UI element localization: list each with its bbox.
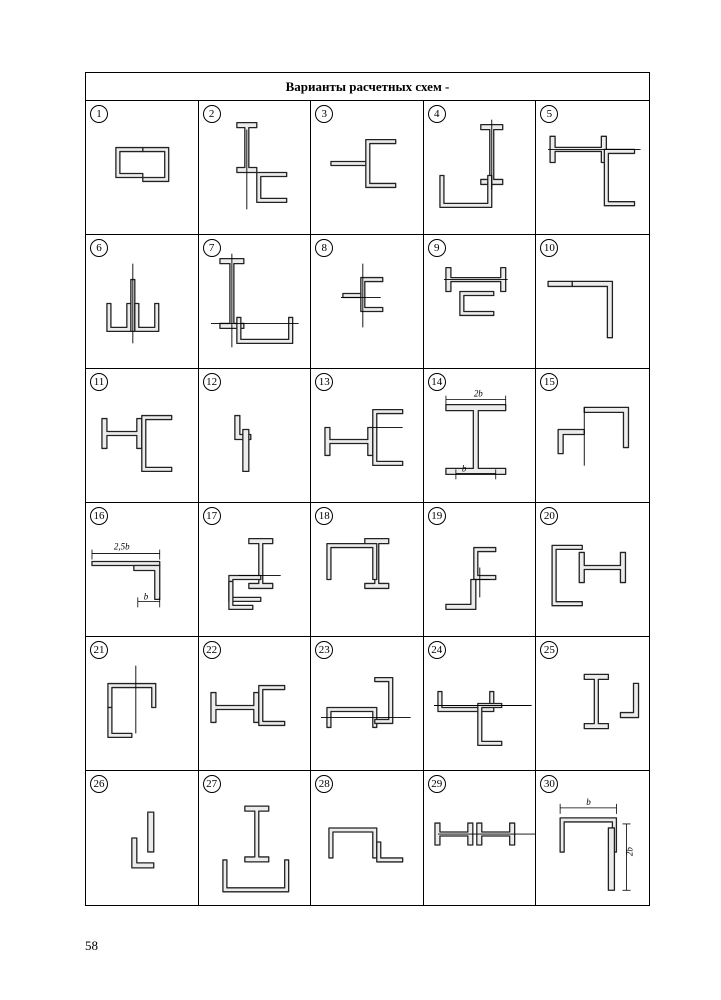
profile-shape xyxy=(236,317,292,343)
profile-shape xyxy=(585,407,629,447)
scheme-number: 13 xyxy=(315,373,333,391)
scheme-number: 12 xyxy=(203,373,221,391)
profile-shape xyxy=(605,149,635,205)
profile-shape xyxy=(223,860,289,892)
profile-shape xyxy=(327,544,377,580)
profile-shape xyxy=(116,148,143,178)
scheme-number: 10 xyxy=(540,239,558,257)
profile-shape xyxy=(373,410,403,466)
scheme-number: 9 xyxy=(428,239,446,257)
dimension-label: 2b xyxy=(473,388,483,399)
scheme-number: 25 xyxy=(540,641,558,659)
profile-shape xyxy=(102,419,142,449)
profile-shape xyxy=(580,552,626,582)
profile-shape xyxy=(331,162,366,166)
schemes-table xyxy=(85,72,650,906)
dimension-label: 2b xyxy=(624,847,635,857)
scheme-number: 4 xyxy=(428,105,446,123)
scheme-number: 24 xyxy=(428,641,446,659)
profile-shape xyxy=(107,303,131,331)
scheme-number: 2 xyxy=(203,105,221,123)
scheme-cell xyxy=(311,503,424,637)
dimension-label: b xyxy=(461,463,467,474)
scheme-number: 14 xyxy=(428,373,446,391)
scheme-cell xyxy=(199,235,312,369)
scheme-cell xyxy=(536,771,649,905)
profile-shape xyxy=(552,545,582,605)
profile-shape xyxy=(460,292,494,316)
profile-shape xyxy=(329,828,377,858)
scheme-cell xyxy=(86,101,199,235)
profile-shape xyxy=(135,303,159,331)
profile-shape xyxy=(446,579,476,609)
profile-shape xyxy=(548,281,572,286)
profile-shape xyxy=(573,281,613,337)
scheme-number: 21 xyxy=(90,641,108,659)
scheme-number: 17 xyxy=(203,507,221,525)
profile-shape xyxy=(559,429,585,453)
scheme-cell xyxy=(86,369,199,503)
scheme-cell xyxy=(311,235,424,369)
scheme-cell xyxy=(536,369,649,503)
scheme-cell xyxy=(311,771,424,905)
scheme-number: 8 xyxy=(315,239,333,257)
scheme-cell xyxy=(536,101,649,235)
scheme-number: 23 xyxy=(315,641,333,659)
scheme-number: 28 xyxy=(315,775,333,793)
scheme-cell xyxy=(536,637,649,771)
profile-shape xyxy=(343,294,361,298)
scheme-number: 5 xyxy=(540,105,558,123)
scheme-number: 29 xyxy=(428,775,446,793)
scheme-cell xyxy=(86,235,199,369)
scheme-number: 22 xyxy=(203,641,221,659)
profile-shape xyxy=(244,806,268,862)
profile-shape xyxy=(242,430,248,472)
table-title: Варианты расчетных схем - xyxy=(86,73,649,101)
scheme-cell xyxy=(424,503,537,637)
scheme-number: 1 xyxy=(90,105,108,123)
profile-shape xyxy=(621,683,639,717)
scheme-number: 18 xyxy=(315,507,333,525)
scheme-number: 6 xyxy=(90,239,108,257)
scheme-number: 30 xyxy=(540,775,558,793)
scheme-cell xyxy=(311,101,424,235)
profile-shape xyxy=(248,539,272,589)
profile-shape xyxy=(446,405,506,475)
profile-shape xyxy=(377,842,403,862)
scheme-cell xyxy=(424,369,537,503)
profile-shape xyxy=(108,684,156,708)
scheme-number: 27 xyxy=(203,775,221,793)
scheme-number: 20 xyxy=(540,507,558,525)
profile-shape xyxy=(211,693,259,723)
profile-shape xyxy=(438,692,494,712)
profile-shape xyxy=(474,548,496,580)
profile-shape xyxy=(325,428,373,456)
profile-shape xyxy=(108,707,132,737)
scheme-cell xyxy=(199,771,312,905)
scheme-number: 3 xyxy=(315,105,333,123)
scheme-cell xyxy=(199,637,312,771)
scheme-number: 11 xyxy=(90,373,108,391)
scheme-number: 7 xyxy=(203,239,221,257)
scheme-cell xyxy=(424,637,537,771)
profile-shape xyxy=(148,812,154,852)
scheme-number: 15 xyxy=(540,373,558,391)
scheme-cell xyxy=(86,637,199,771)
scheme-cell xyxy=(424,101,537,235)
dimension-label: b xyxy=(143,591,149,602)
scheme-cell xyxy=(199,101,312,235)
page-number: 58 xyxy=(85,938,98,953)
scheme-cell xyxy=(536,503,649,637)
profile-shape xyxy=(143,148,169,182)
scheme-cell xyxy=(86,771,199,905)
scheme-cell xyxy=(424,235,537,369)
schemes-grid xyxy=(86,101,649,905)
scheme-cell xyxy=(199,369,312,503)
dimension-label: b xyxy=(586,796,592,807)
profile-shape xyxy=(142,416,172,472)
scheme-cell xyxy=(311,369,424,503)
profile-shape xyxy=(258,686,284,726)
profile-shape xyxy=(366,140,396,188)
dimension-label: 2,5b xyxy=(113,541,130,552)
profile-shape xyxy=(375,678,393,724)
profile-shape xyxy=(361,278,383,312)
scheme-cell xyxy=(311,637,424,771)
profile-shape xyxy=(585,674,609,728)
scheme-cell xyxy=(536,235,649,369)
scheme-cell xyxy=(199,503,312,637)
scheme-number: 19 xyxy=(428,507,446,525)
profile-shape xyxy=(609,828,615,890)
scheme-cell xyxy=(424,771,537,905)
scheme-number: 16 xyxy=(90,507,108,525)
scheme-cell xyxy=(86,503,199,637)
scheme-number: 26 xyxy=(90,775,108,793)
profile-shape xyxy=(256,172,286,202)
